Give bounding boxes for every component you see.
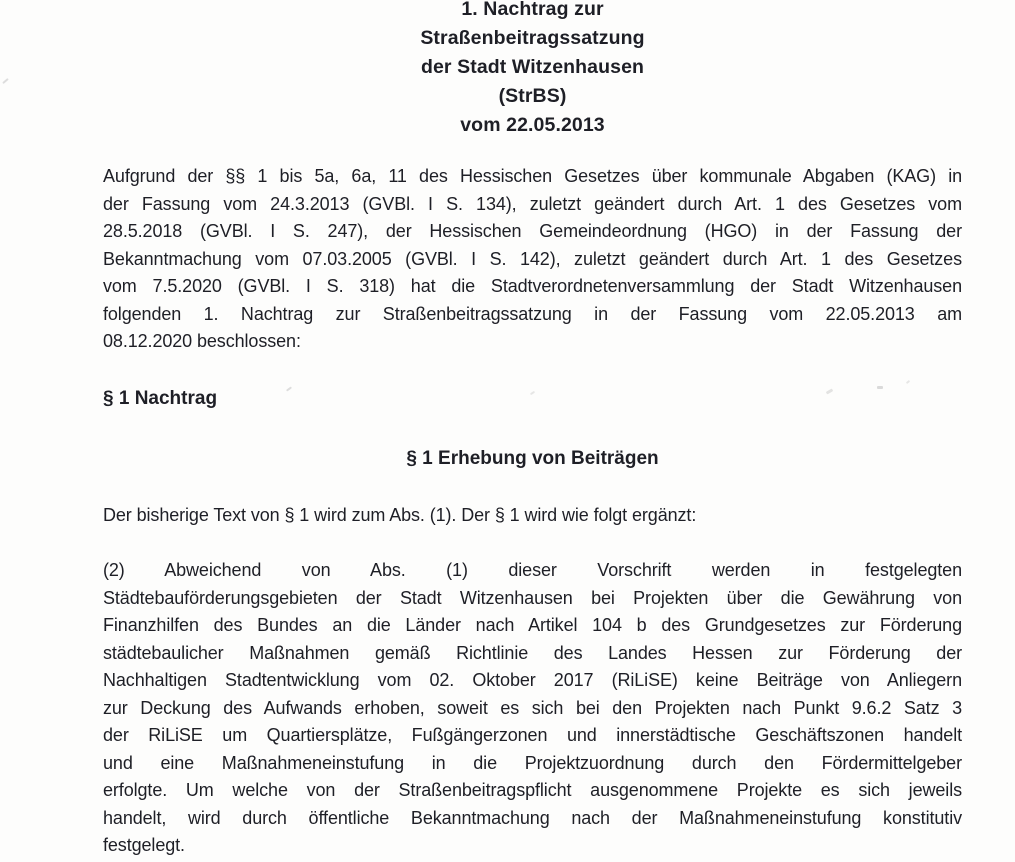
intro-sentence: Der bisherige Text von § 1 wird zum Abs. (1). Der § 1 wird wie folgt ergänzt:: [103, 505, 697, 525]
scan-speck: [906, 380, 910, 384]
title-line: (StrBS): [498, 85, 567, 107]
title-line: vom 22.05.2013: [460, 114, 605, 136]
title-line: Straßenbeitragssatzung: [420, 27, 645, 49]
preamble-line: folgenden 1. Nachtrag zur Straßenbeitragssatzung in der Fassung vom 22.05.2013 am: [103, 303, 962, 324]
amendment-line: handelt, wird durch öffentliche Bekanntmachung nach der Maßnahmeneinstufung konstitutiv: [103, 807, 962, 828]
preamble-line: Bekanntmachung vom 07.03.2005 (GVBl. I S. 142), zuletzt geändert durch Art. 1 des Gesetzes: [103, 248, 962, 269]
title-line: der Stadt Witzenhausen: [420, 56, 645, 78]
preamble-line: 08.12.2020 beschlossen:: [103, 331, 301, 351]
preamble-line: der Fassung vom 24.3.2013 (GVBl. I S. 134), zuletzt geändert durch Art. 1 des Gesetzes vom: [103, 193, 962, 214]
document-title: [103, 0, 962, 140]
amendment-line: festgelegt.: [103, 835, 185, 855]
scan-speck: [877, 386, 883, 389]
amendment-line: städtebaulicher Maßnahmen gemäß Richtlinie des Landes Hessen zur Förderung der: [103, 642, 962, 663]
amendment-paragraph: [103, 557, 962, 860]
amendment-line: der RiLiSE um Quartiersplätze, Fußgängerzonen und innerstädtische Geschäftszonen handelt: [103, 725, 962, 745]
scan-speck: [2, 78, 9, 84]
preamble-line: 28.5.2018 (GVBl. I S. 247), der Hessischen Gemeindeordnung (HGO) in der Fassung der: [103, 221, 962, 241]
amendment-line: Städtebauförderungsgebieten der Stadt Witzenhausen bei Projekten über die Gewährung von: [103, 587, 962, 608]
preamble-line: vom 7.5.2020 (GVBl. I S. 318) hat die Stadtverordnetenversammlung der Stadt Witzenhausen: [103, 276, 962, 296]
amendment-line: und eine Maßnahmeneinstufung in die Projektzuordnung durch den Fördermittelgeber: [103, 752, 962, 773]
amendment-line: Finanzhilfen des Bundes an die Länder nach Artikel 104 b des Grundgesetzes zur Förderung: [103, 615, 962, 635]
amendment-line: (2) Abweichend von Abs. (1) dieser Vorschrift werden in festgelegten: [103, 560, 962, 580]
preamble-paragraph: [103, 163, 962, 356]
article-heading: § 1 Erhebung von Beiträgen: [406, 448, 659, 469]
section-heading: § 1 Nachtrag: [103, 388, 218, 409]
preamble-line: Aufgrund der §§ 1 bis 5a, 6a, 11 des Hessischen Gesetzes über kommunale Abgaben (KAG) in: [103, 166, 962, 186]
amendment-line: zur Deckung des Aufwands erhoben, soweit es sich bei den Projekten nach Punkt 9.6.2 Satz 3: [103, 697, 962, 718]
title-line: 1. Nachtrag zur: [461, 0, 604, 20]
amendment-line: erfolgte. Um welche von der Straßenbeitragspflicht ausgenommene Projekte es sich jeweils: [103, 780, 962, 800]
amendment-line: Nachhaltigen Stadtentwicklung vom 02. Oktober 2017 (RiLiSE) keine Beiträge von Anliegern: [103, 670, 962, 690]
